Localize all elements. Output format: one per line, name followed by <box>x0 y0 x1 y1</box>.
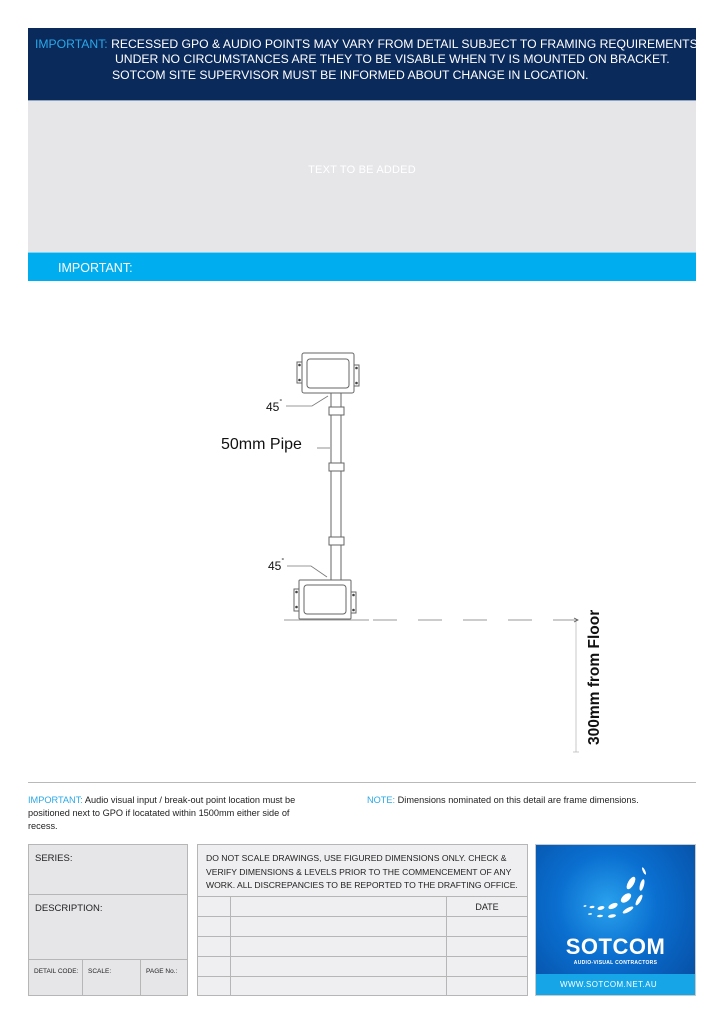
note-important-text: Audio visual input / break-out point location must be positioned next to GPO if locatated within 1500mm either side of recess. <box>28 795 296 831</box>
logo-swoosh-icon <box>576 863 656 933</box>
dimensions-note <box>367 794 697 807</box>
logo-tagline: AUDIO-VISUAL CONTRACTORS <box>573 960 658 966</box>
banner-important-label: IMPORTANT: <box>35 37 108 51</box>
angle-label-bottom: 45° <box>268 558 285 573</box>
series-field <box>29 845 187 895</box>
important-bar <box>28 252 696 281</box>
description-field <box>29 895 187 960</box>
codes-row <box>29 960 187 996</box>
note-text: Dimensions nominated on this detail are frame dimensions. <box>397 795 639 805</box>
description-label: DESCRIPTION: <box>35 903 103 914</box>
placeholder-text: TEXT TO BE ADDED <box>308 164 416 176</box>
important-note <box>28 794 318 833</box>
pipe-label: 50mm Pipe <box>221 436 302 453</box>
floor-dimension-label: 300mm from Floor <box>586 609 603 745</box>
content-panel <box>28 101 696 252</box>
sotcom-logo <box>535 844 696 996</box>
title-block-revisions <box>197 844 528 996</box>
detail-code-field: DETAIL CODE: <box>29 960 83 996</box>
logo-url[interactable]: WWW.SOTCOM.NET.AU <box>536 974 695 995</box>
revision-row <box>198 976 527 996</box>
disclaimer-text: DO NOT SCALE DRAWINGS, USE FIGURED DIMENSIONS ONLY. CHECK & VERIFY DIMENSIONS & LEVELS PRIOR TO THE COMMENCEMENT OF ANY WORK. ALL DISCREPANCIES TO BE REPORTED TO THE DRAFTING OFFICE. <box>206 853 518 890</box>
logo-brand: SOTCOM <box>565 934 666 959</box>
series-label: SERIES: <box>35 853 73 864</box>
revision-row <box>198 916 527 936</box>
revision-row <box>198 956 527 976</box>
divider <box>28 782 696 783</box>
date-header: DATE <box>475 902 499 912</box>
title-block-info <box>28 844 188 996</box>
revision-row <box>198 936 527 956</box>
important-bar-label: IMPORTANT: <box>58 261 133 275</box>
banner-line-2: UNDER NO CIRCUMSTANCES ARE THEY TO BE VISABLE WHEN TV IS MOUNTED ON BRACKET. <box>115 52 670 66</box>
important-banner <box>28 28 702 101</box>
note-label: NOTE: <box>367 795 396 805</box>
page-no-field: PAGE No.: <box>146 968 178 975</box>
revision-header-row <box>198 896 527 916</box>
scale-field: SCALE: <box>83 960 141 996</box>
banner-line-3: SOTCOM SITE SUPERVISOR MUST BE INFORMED ABOUT CHANGE IN LOCATION. <box>112 68 589 82</box>
note-important-label: IMPORTANT: <box>28 795 83 805</box>
angle-label-top: 45° <box>266 399 283 414</box>
banner-line-1: RECESSED GPO & AUDIO POINTS MAY VARY FROM DETAIL SUBJECT TO FRAMING REQUIREMENTS, <box>111 37 702 51</box>
